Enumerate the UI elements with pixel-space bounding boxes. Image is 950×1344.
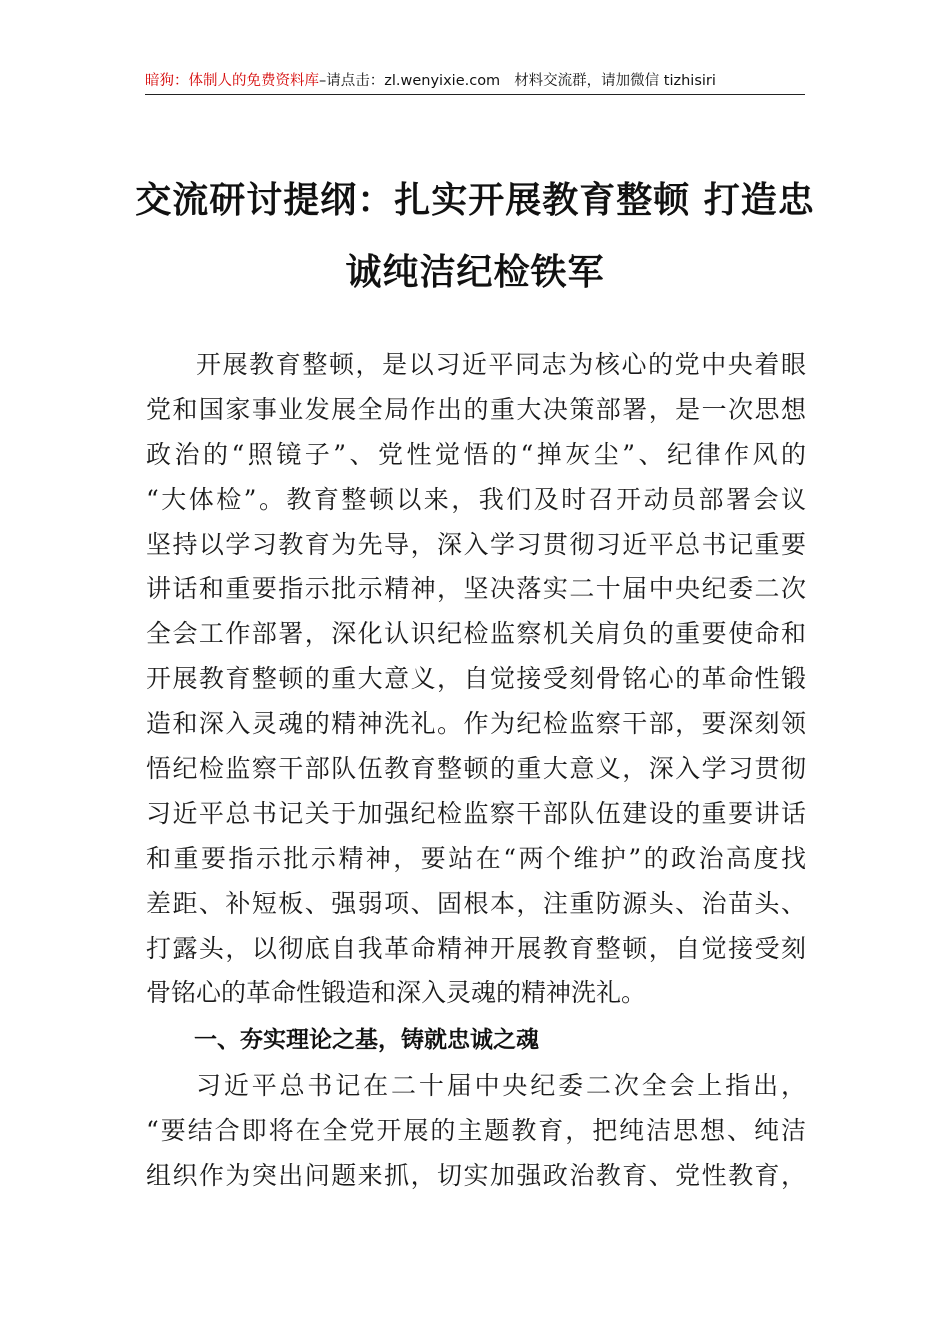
intro-line: 差距、补短板、强弱项、固根本，注重防源头、治苗头、 <box>146 888 806 918</box>
intro-line: 和重要指示批示精神，要站在“两个维护”的政治高度找 <box>146 843 806 873</box>
intro-line: 全会工作部署，深化认识纪检监察机关肩负的重要使命和 <box>146 619 806 649</box>
intro-line: 党和国家事业发展全局作出的重大决策部署，是一次思想 <box>146 394 806 424</box>
intro-line: 坚持以学习教育为先导，深入学习贯彻习近平总书记重要 <box>146 529 806 559</box>
intro-line: 开展教育整顿的重大意义，自觉接受刻骨铭心的革命性锻 <box>146 664 806 694</box>
intro-line: 习近平总书记关于加强纪检监察干部队伍建设的重要讲话 <box>146 798 806 828</box>
intro-line: 政治的“照镜子”、党性觉悟的“掸灰尘”、纪律作风的 <box>146 439 806 469</box>
intro-line: “大体检”。教育整顿以来，我们及时召开动员部署会议 <box>146 484 806 514</box>
intro-line: 造和深入灵魂的精神洗礼。作为纪检监察干部，要深刻领 <box>146 709 806 739</box>
section-1-line: 组织作为突出问题来抓，切实加强政治教育、党性教育， <box>146 1161 806 1191</box>
header-link[interactable]: zl.wenyixie.com <box>384 73 501 89</box>
intro-line: 悟纪检监察干部队伍教育整顿的重大意义，深入学习贯彻 <box>146 754 806 784</box>
header-link-prefix: –请点击： <box>319 73 385 89</box>
document-body <box>146 343 806 1199</box>
header-promo-text: 暗狗：体制人的免费资料库 <box>145 73 319 89</box>
section-1-heading: 一、夯实理论之基，铸就忠诚之魂 <box>194 1027 539 1054</box>
header-divider <box>145 94 805 95</box>
section-1-line: “要结合即将在全党开展的主题教育，把纯洁思想、纯洁 <box>146 1116 806 1146</box>
header-right-text: 材料交流群，请加微信 tizhisiri <box>514 73 716 89</box>
page-header <box>145 68 805 94</box>
intro-line: 骨铭心的革命性锻造和深入灵魂的精神洗礼。 <box>146 978 647 1008</box>
document-title-line-1: 交流研讨提纲：扎实开展教育整顿 打造忠 <box>135 179 815 221</box>
intro-line: 打露头，以彻底自我革命精神开展教育整顿，自觉接受刻 <box>146 933 806 963</box>
document-title-line-2: 诚纯洁纪检铁军 <box>345 251 605 293</box>
section-1-line: 习近平总书记在二十届中央纪委二次全会上指出， <box>196 1071 806 1101</box>
intro-line: 讲话和重要指示批示精神，坚决落实二十届中央纪委二次 <box>146 574 806 604</box>
intro-line: 开展教育整顿，是以习近平同志为核心的党中央着眼 <box>196 350 806 379</box>
